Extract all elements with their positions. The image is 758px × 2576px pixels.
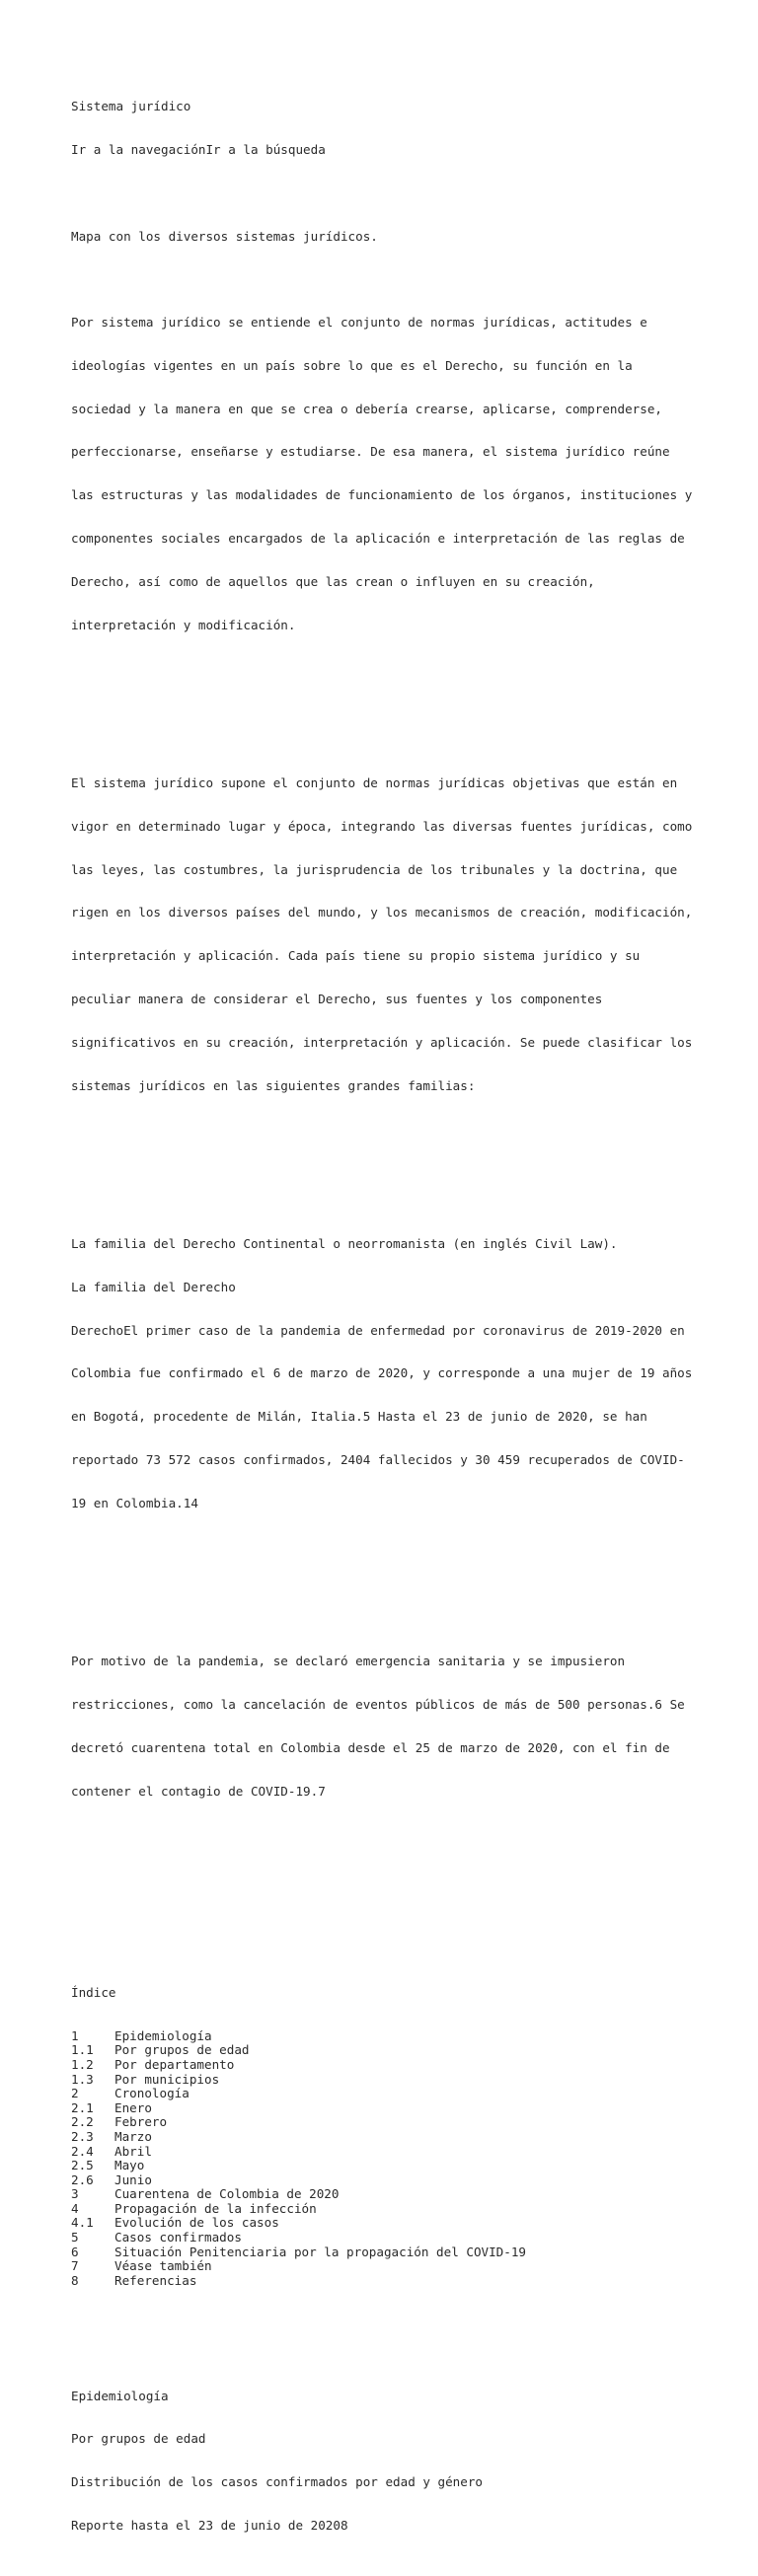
text-line: interpretación y aplicación. Cada país tiene su propio sistema jurídico y su (71, 948, 641, 964)
toc-item-label[interactable]: Cuarentena de Colombia de 2020 (114, 2186, 340, 2202)
toc-item-number: 2.3 (71, 2128, 94, 2144)
toc-item[interactable] (71, 2274, 722, 2289)
text-line: vigor en determinado lugar y época, integrando las diversas fuentes jurídicas, como (71, 818, 693, 834)
text-line: decretó cuarentena total en Colombia desde el 25 de marzo de 2020, con el fin de (71, 1739, 670, 1755)
text-line: componentes sociales encargados de la aplicación e interpretación de las reglas de (71, 531, 685, 546)
toc-item-label[interactable]: Propagación de la infección (114, 2200, 317, 2216)
toc-item-number: 4 (71, 2200, 79, 2216)
toc-item[interactable] (71, 2087, 722, 2101)
toc-item-label[interactable]: Referencias (114, 2272, 197, 2288)
text-line: interpretación y modificación. (71, 617, 296, 632)
paragraph-covid (71, 1209, 722, 1540)
toc-item[interactable] (71, 2231, 722, 2245)
text-line: sociedad y la manera en que se crea o debería crearse, aplicarse, comprenderse, (71, 401, 662, 416)
text-line: significativos en su creación, interpretación y aplicación. Se puede clasificar los (71, 1034, 693, 1050)
toc-item-label[interactable]: Febrero (114, 2114, 168, 2130)
toc-item-label[interactable]: Casos confirmados (114, 2230, 242, 2245)
toc-item[interactable] (71, 2159, 722, 2173)
text-line: restricciones, como la cancelación de eventos públicos de más de 500 personas.6 Se (71, 1697, 685, 1713)
toc-item-number: 2.6 (71, 2171, 94, 2187)
document-page (71, 71, 722, 2576)
toc-item[interactable] (71, 2130, 722, 2145)
toc-item-number: 1.2 (71, 2056, 94, 2072)
report-date: Reporte hasta el 23 de junio de 20208 (71, 2517, 348, 2533)
toc-item[interactable] (71, 2101, 722, 2116)
toc-item-number: 2.2 (71, 2114, 94, 2130)
text-line: peculiar manera de considerar el Derecho, sus fuentes y los componentes (71, 992, 603, 1006)
text-line: El sistema jurídico supone el conjunto de normas jurídicas objetivas que están en (71, 775, 678, 791)
toc-item-number: 5 (71, 2230, 79, 2245)
toc-item-number: 1.1 (71, 2042, 94, 2058)
text-line: Por motivo de la pandemia, se declaró emergencia sanitaria y se impusieron (71, 1654, 626, 1669)
text-line: ideologías vigentes en un país sobre lo que es el Derecho, su función en la (71, 357, 633, 373)
text-line: en Bogotá, procedente de Milán, Italia.5 Hasta el 23 de junio de 2020, se han (71, 1409, 647, 1425)
toc-item-label[interactable]: Mayo (114, 2158, 145, 2173)
toc-item-label[interactable]: Por municipios (114, 2071, 220, 2087)
toc-item[interactable] (71, 2173, 722, 2188)
table-of-contents (71, 1957, 722, 2318)
toc-item[interactable] (71, 2115, 722, 2130)
text-line: las leyes, las costumbres, la jurisprudencia de los tribunales y la doctrina, que (71, 861, 678, 877)
nav-links[interactable]: Ir a la navegaciónIr a la búsqueda (71, 141, 326, 157)
toc-heading: Índice (71, 1984, 116, 2000)
toc-item-number: 2.5 (71, 2158, 94, 2173)
toc-item-label[interactable]: Epidemiología (114, 2027, 212, 2043)
toc-item-label[interactable]: Véase también (114, 2258, 212, 2274)
text-line: DerechoEl primer caso de la pandemia de enfermedad por coronavirus de 2019-2020 en (71, 1322, 685, 1338)
text-line: La familia del Derecho (71, 1279, 236, 1294)
spacer (71, 1857, 722, 1872)
toc-item-number: 6 (71, 2244, 79, 2259)
section-heading: Epidemiología (71, 2388, 169, 2403)
toc-item[interactable] (71, 2073, 722, 2088)
chart-caption: Distribución de los casos confirmados por edad y género (71, 2474, 484, 2490)
text-line: contener el contagio de COVID-19.7 (71, 1783, 326, 1799)
toc-item-number: 1.3 (71, 2071, 94, 2087)
spacer (71, 1569, 722, 1583)
toc-item[interactable] (71, 2216, 722, 2231)
subsection-heading: Por grupos de edad (71, 2431, 206, 2447)
toc-list (71, 2029, 722, 2289)
text-line: rigen en los diversos países del mundo, y los mecanismos de creación, modificación, (71, 905, 693, 920)
text-line: 19 en Colombia.14 (71, 1495, 198, 1510)
text-line: La familia del Derecho Continental o neorromanista (en inglés Civil Law). (71, 1236, 618, 1252)
spacer (71, 1151, 722, 1166)
toc-item-label[interactable]: Evolución de los casos (114, 2215, 279, 2231)
section-headings (71, 2360, 722, 2561)
toc-item[interactable] (71, 2029, 722, 2044)
toc-item-label[interactable]: Situación Penitenciaria por la propagación del COVID-19 (114, 2244, 527, 2259)
spacer (71, 186, 722, 201)
toc-item[interactable] (71, 2245, 722, 2260)
toc-item-number: 2.1 (71, 2099, 94, 2115)
paragraph-families (71, 748, 722, 1122)
toc-item-number: 2.4 (71, 2143, 94, 2159)
toc-item[interactable] (71, 2202, 722, 2217)
map-caption: Mapa con los diversos sistemas jurídicos. (71, 228, 378, 244)
toc-item-number: 3 (71, 2186, 79, 2202)
toc-item-label[interactable]: Marzo (114, 2128, 152, 2144)
toc-item-label[interactable]: Cronología (114, 2086, 190, 2101)
doc-title: Sistema jurídico (71, 99, 191, 114)
toc-item-label[interactable]: Enero (114, 2099, 152, 2115)
toc-item-label[interactable]: Abril (114, 2143, 152, 2159)
toc-item-number: 8 (71, 2272, 79, 2288)
toc-item-label[interactable]: Por departamento (114, 2056, 235, 2072)
paragraph-definition (71, 287, 722, 661)
toc-item[interactable] (71, 2145, 722, 2160)
spacer (71, 1899, 722, 1914)
toc-item[interactable] (71, 2259, 722, 2274)
spacer (71, 691, 722, 705)
toc-item-number: 1 (71, 2027, 79, 2043)
text-line: sistemas jurídicos en las siguientes grandes familias: (71, 1077, 476, 1093)
toc-item-number: 2 (71, 2086, 79, 2101)
toc-item-label[interactable]: Junio (114, 2171, 152, 2187)
text-line: Derecho, así como de aquellos que las crean o influyen en su creación, (71, 573, 595, 589)
toc-item-number: 4.1 (71, 2215, 94, 2231)
toc-item[interactable] (71, 2058, 722, 2073)
toc-item[interactable] (71, 2043, 722, 2058)
text-line: Por sistema jurídico se entiende el conjunto de normas jurídicas, actitudes e (71, 315, 647, 331)
text-line: Colombia fue confirmado el 6 de marzo de 2020, y corresponde a una mujer de 19 años (71, 1365, 693, 1381)
toc-item-label[interactable]: Por grupos de edad (114, 2042, 250, 2058)
toc-item[interactable] (71, 2187, 722, 2202)
toc-item-number: 7 (71, 2258, 79, 2274)
text-line: reportado 73 572 casos confirmados, 2404 fallecidos y 30 459 recuperados de COVID- (71, 1452, 685, 1467)
paragraph-pandemic-measures (71, 1626, 722, 1827)
text-line: perfeccionarse, enseñarse y estudiarse. De esa manera, el sistema jurídico reúne (71, 444, 670, 460)
text-line: las estructuras y las modalidades de funcionamiento de los órganos, instituciones y (71, 487, 693, 503)
